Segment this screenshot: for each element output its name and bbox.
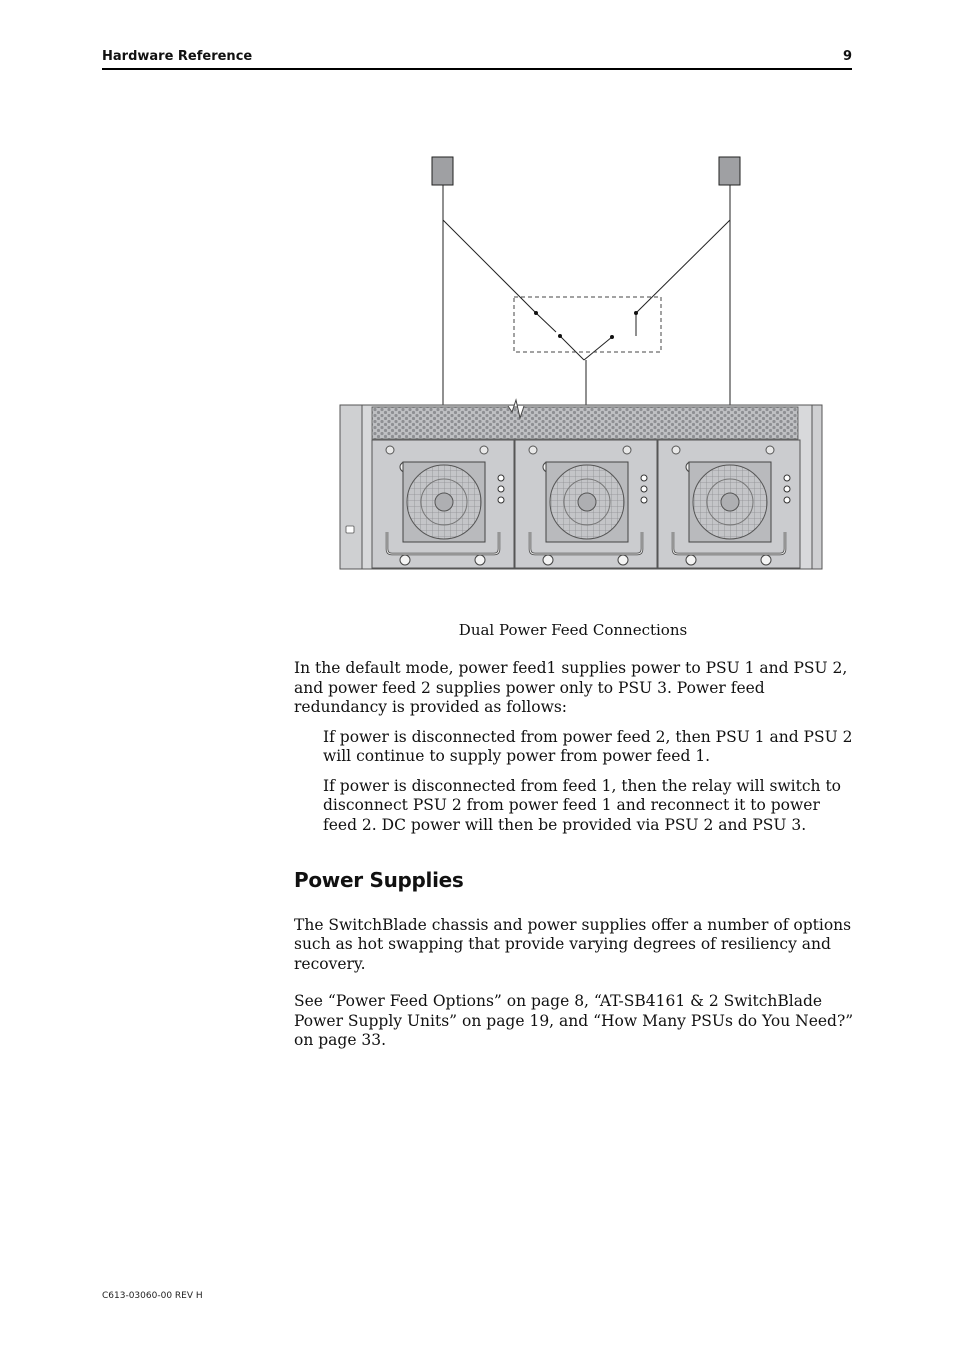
paragraph: The SwitchBlade chassis and power supplies offer a number of options such as hot swapping that provide varying degrees of resiliency and recovery. (294, 915, 852, 973)
vent-mesh (372, 407, 798, 439)
psu-2 (515, 440, 657, 568)
paragraph: See “Power Feed Options” on page 8, “AT-SB4161 & 2 SwitchBlade Power Supply Units” on page 19, and “How Many PSUs do You Need?” on page 33. (294, 992, 854, 1049)
list-item: If power is disconnected from power feed 2, then PSU 1 and PSU 2 will continue to supply power from power feed 1. (323, 727, 853, 765)
power-feed-diagram (338, 150, 824, 579)
body-text (294, 659, 854, 1051)
page-number: 9 (842, 49, 852, 64)
section-heading: Power Supplies (294, 868, 464, 892)
figure-caption: Dual Power Feed Connections (458, 621, 688, 639)
relay-box (514, 297, 661, 352)
power-feed-2-block (719, 157, 740, 185)
power-feed-1-block (432, 157, 453, 185)
feed-wiring (443, 185, 730, 405)
intro-paragraph: In the default mode, power feed1 supplies power to PSU 1 and PSU 2, and power feed 2 supplies power only to PSU 3. Power feed redundancy is provided as follows: (294, 659, 848, 716)
page-header (102, 48, 852, 70)
list-item: If power is disconnected from feed 1, then the relay will switch to disconnect PSU 2 from power feed 1 and reconnect it to power feed 2. DC power will then be provided via PSU 2 and PSU 3. (323, 776, 842, 834)
relay-contacts (534, 311, 638, 339)
psu-1 (372, 440, 514, 568)
header-title: Hardware Reference (102, 49, 253, 64)
psu-3 (658, 440, 800, 568)
doc-code: C613-03060-00 REV H (102, 1291, 203, 1301)
